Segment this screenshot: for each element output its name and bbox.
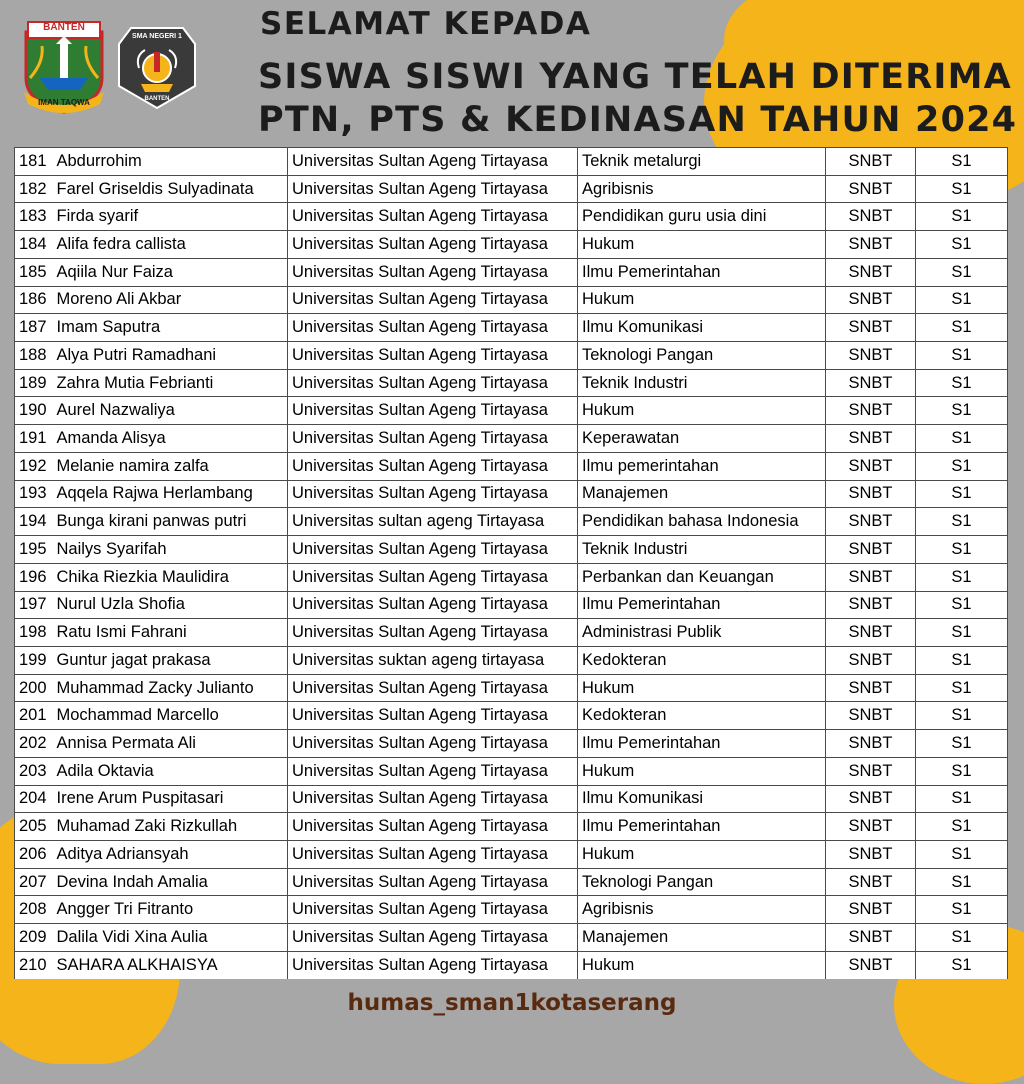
study-program-cell: Ilmu Pemerintahan: [578, 730, 826, 758]
row-number-cell: 191: [15, 425, 53, 453]
admission-path-cell: SNBT: [826, 258, 916, 286]
study-program-cell: Hukum: [578, 757, 826, 785]
admission-path-cell: SNBT: [826, 425, 916, 453]
row-number-cell: 192: [15, 452, 53, 480]
university-cell: Universitas Sultan Ageng Tirtayasa: [288, 175, 578, 203]
student-name-cell: Abdurrohim: [53, 148, 288, 176]
admission-path-cell: SNBT: [826, 314, 916, 342]
admission-path-cell: SNBT: [826, 508, 916, 536]
row-number-cell: 194: [15, 508, 53, 536]
admission-path-cell: SNBT: [826, 148, 916, 176]
university-cell: Universitas Sultan Ageng Tirtayasa: [288, 702, 578, 730]
study-program-cell: Teknik metalurgi: [578, 148, 826, 176]
university-cell: Universitas Sultan Ageng Tirtayasa: [288, 785, 578, 813]
table-row: [15, 342, 1008, 370]
student-name-cell: Melanie namira zalfa: [53, 452, 288, 480]
degree-level-cell: S1: [916, 175, 1008, 203]
university-cell: Universitas Sultan Ageng Tirtayasa: [288, 924, 578, 952]
table-row: [15, 314, 1008, 342]
admission-path-cell: SNBT: [826, 702, 916, 730]
row-number-cell: 210: [15, 951, 53, 979]
table-row: [15, 175, 1008, 203]
study-program-cell: Teknologi Pangan: [578, 342, 826, 370]
admission-path-cell: SNBT: [826, 203, 916, 231]
university-cell: Universitas Sultan Ageng Tirtayasa: [288, 148, 578, 176]
table-row: [15, 369, 1008, 397]
row-number-cell: 182: [15, 175, 53, 203]
degree-level-cell: S1: [916, 286, 1008, 314]
university-cell: Universitas Sultan Ageng Tirtayasa: [288, 813, 578, 841]
table-row: [15, 480, 1008, 508]
student-name-cell: Zahra Mutia Febrianti: [53, 369, 288, 397]
degree-level-cell: S1: [916, 785, 1008, 813]
table-row: [15, 840, 1008, 868]
sma-logo-bottom-text: BANTEN: [144, 96, 170, 102]
study-program-cell: Ilmu pemerintahan: [578, 452, 826, 480]
study-program-cell: Teknik Industri: [578, 369, 826, 397]
row-number-cell: 202: [15, 730, 53, 758]
admission-path-cell: SNBT: [826, 397, 916, 425]
row-number-cell: 185: [15, 258, 53, 286]
table-row: [15, 258, 1008, 286]
university-cell: Universitas Sultan Ageng Tirtayasa: [288, 619, 578, 647]
study-program-cell: Ilmu Pemerintahan: [578, 813, 826, 841]
greeting-heading: SELAMAT KEPADA: [260, 6, 592, 42]
university-cell: Universitas Sultan Ageng Tirtayasa: [288, 868, 578, 896]
table-row: [15, 646, 1008, 674]
student-name-cell: Alya Putri Ramadhani: [53, 342, 288, 370]
row-number-cell: 184: [15, 231, 53, 259]
study-program-cell: Ilmu Pemerintahan: [578, 591, 826, 619]
degree-level-cell: S1: [916, 840, 1008, 868]
table-row: [15, 452, 1008, 480]
university-cell: Universitas Sultan Ageng Tirtayasa: [288, 342, 578, 370]
university-cell: Universitas Sultan Ageng Tirtayasa: [288, 951, 578, 979]
table-row: [15, 286, 1008, 314]
row-number-cell: 195: [15, 536, 53, 564]
student-name-cell: Adila Oktavia: [53, 757, 288, 785]
study-program-cell: Kedokteran: [578, 702, 826, 730]
row-number-cell: 189: [15, 369, 53, 397]
table-row: [15, 951, 1008, 979]
student-name-cell: Aqiila Nur Faiza: [53, 258, 288, 286]
study-program-cell: Perbankan dan Keuangan: [578, 563, 826, 591]
student-name-cell: Nurul Uzla Shofia: [53, 591, 288, 619]
degree-level-cell: S1: [916, 813, 1008, 841]
degree-level-cell: S1: [916, 591, 1008, 619]
study-program-cell: Manajemen: [578, 924, 826, 952]
degree-level-cell: S1: [916, 619, 1008, 647]
table-row: [15, 924, 1008, 952]
study-program-cell: Hukum: [578, 840, 826, 868]
degree-level-cell: S1: [916, 924, 1008, 952]
university-cell: Universitas Sultan Ageng Tirtayasa: [288, 397, 578, 425]
study-program-cell: Teknologi Pangan: [578, 868, 826, 896]
study-program-cell: Agribisnis: [578, 175, 826, 203]
admission-path-cell: SNBT: [826, 813, 916, 841]
table-row: [15, 563, 1008, 591]
row-number-cell: 183: [15, 203, 53, 231]
university-cell: Universitas Sultan Ageng Tirtayasa: [288, 452, 578, 480]
row-number-cell: 209: [15, 924, 53, 952]
degree-level-cell: S1: [916, 258, 1008, 286]
study-program-cell: Ilmu Komunikasi: [578, 314, 826, 342]
student-name-cell: Irene Arum Puspitasari: [53, 785, 288, 813]
table-row: [15, 425, 1008, 453]
table-row: [15, 203, 1008, 231]
university-cell: Universitas Sultan Ageng Tirtayasa: [288, 563, 578, 591]
degree-level-cell: S1: [916, 563, 1008, 591]
row-number-cell: 204: [15, 785, 53, 813]
student-name-cell: Ratu Ismi Fahrani: [53, 619, 288, 647]
table-row: [15, 148, 1008, 176]
admission-path-cell: SNBT: [826, 840, 916, 868]
instagram-handle: humas_sman1kotaserang: [347, 990, 677, 1016]
admissions-table: [14, 147, 1008, 979]
degree-level-cell: S1: [916, 452, 1008, 480]
student-name-cell: Dalila Vidi Xina Aulia: [53, 924, 288, 952]
degree-level-cell: S1: [916, 757, 1008, 785]
student-name-cell: Mochammad Marcello: [53, 702, 288, 730]
university-cell: Universitas Sultan Ageng Tirtayasa: [288, 314, 578, 342]
student-name-cell: Nailys Syarifah: [53, 536, 288, 564]
university-cell: Universitas Sultan Ageng Tirtayasa: [288, 591, 578, 619]
university-cell: Universitas Sultan Ageng Tirtayasa: [288, 231, 578, 259]
table-row: [15, 536, 1008, 564]
row-number-cell: 198: [15, 619, 53, 647]
admission-path-cell: SNBT: [826, 951, 916, 979]
student-name-cell: Guntur jagat prakasa: [53, 646, 288, 674]
table-row: [15, 896, 1008, 924]
table-row: [15, 231, 1008, 259]
row-number-cell: 181: [15, 148, 53, 176]
admission-path-cell: SNBT: [826, 646, 916, 674]
degree-level-cell: S1: [916, 868, 1008, 896]
student-name-cell: Alifa fedra callista: [53, 231, 288, 259]
degree-level-cell: S1: [916, 342, 1008, 370]
university-cell: Universitas Sultan Ageng Tirtayasa: [288, 536, 578, 564]
study-program-cell: Agribisnis: [578, 896, 826, 924]
degree-level-cell: S1: [916, 536, 1008, 564]
student-name-cell: Muhammad Zacky Julianto: [53, 674, 288, 702]
university-cell: Universitas Sultan Ageng Tirtayasa: [288, 840, 578, 868]
study-program-cell: Hukum: [578, 674, 826, 702]
student-name-cell: SAHARA ALKHAISYA: [53, 951, 288, 979]
table-row: [15, 757, 1008, 785]
study-program-cell: Pendidikan bahasa Indonesia: [578, 508, 826, 536]
study-program-cell: Ilmu Pemerintahan: [578, 258, 826, 286]
university-cell: Universitas sultan ageng Tirtayasa: [288, 508, 578, 536]
study-program-cell: Manajemen: [578, 480, 826, 508]
admission-path-cell: SNBT: [826, 369, 916, 397]
admission-path-cell: SNBT: [826, 452, 916, 480]
student-name-cell: Firda syarif: [53, 203, 288, 231]
degree-level-cell: S1: [916, 397, 1008, 425]
student-name-cell: Bunga kirani panwas putri: [53, 508, 288, 536]
admission-path-cell: SNBT: [826, 757, 916, 785]
admission-path-cell: SNBT: [826, 730, 916, 758]
student-name-cell: Chika Riezkia Maulidira: [53, 563, 288, 591]
row-number-cell: 190: [15, 397, 53, 425]
table-row: [15, 785, 1008, 813]
admission-path-cell: SNBT: [826, 619, 916, 647]
study-program-cell: Ilmu Komunikasi: [578, 785, 826, 813]
admission-path-cell: SNBT: [826, 868, 916, 896]
row-number-cell: 188: [15, 342, 53, 370]
degree-level-cell: S1: [916, 231, 1008, 259]
university-cell: Universitas Sultan Ageng Tirtayasa: [288, 369, 578, 397]
degree-level-cell: S1: [916, 730, 1008, 758]
admission-path-cell: SNBT: [826, 536, 916, 564]
row-number-cell: 207: [15, 868, 53, 896]
admissions-table-body: [15, 148, 1008, 980]
row-number-cell: 205: [15, 813, 53, 841]
table-row: [15, 397, 1008, 425]
table-row: [15, 674, 1008, 702]
degree-level-cell: S1: [916, 369, 1008, 397]
university-cell: Universitas Sultan Ageng Tirtayasa: [288, 258, 578, 286]
student-name-cell: Amanda Alisya: [53, 425, 288, 453]
table-row: [15, 868, 1008, 896]
study-program-cell: Administrasi Publik: [578, 619, 826, 647]
university-cell: Universitas Sultan Ageng Tirtayasa: [288, 286, 578, 314]
table-row: [15, 508, 1008, 536]
university-cell: Universitas Sultan Ageng Tirtayasa: [288, 730, 578, 758]
row-number-cell: 197: [15, 591, 53, 619]
row-number-cell: 200: [15, 674, 53, 702]
table-row: [15, 619, 1008, 647]
row-number-cell: 201: [15, 702, 53, 730]
student-name-cell: Aqqela Rajwa Herlambang: [53, 480, 288, 508]
university-cell: Universitas Sultan Ageng Tirtayasa: [288, 425, 578, 453]
table-row: [15, 591, 1008, 619]
banten-logo-bottom-text: IMAN TAQWA: [38, 98, 90, 107]
study-program-cell: Hukum: [578, 286, 826, 314]
degree-level-cell: S1: [916, 314, 1008, 342]
admission-path-cell: SNBT: [826, 342, 916, 370]
row-number-cell: 208: [15, 896, 53, 924]
student-name-cell: Farel Griseldis Sulyadinata: [53, 175, 288, 203]
university-cell: Universitas Sultan Ageng Tirtayasa: [288, 480, 578, 508]
row-number-cell: 193: [15, 480, 53, 508]
admission-path-cell: SNBT: [826, 480, 916, 508]
student-name-cell: Annisa Permata Ali: [53, 730, 288, 758]
row-number-cell: 196: [15, 563, 53, 591]
banten-logo-top-text: BANTEN: [43, 22, 85, 33]
admission-path-cell: SNBT: [826, 896, 916, 924]
table-row: [15, 702, 1008, 730]
university-cell: Universitas Sultan Ageng Tirtayasa: [288, 757, 578, 785]
degree-level-cell: S1: [916, 148, 1008, 176]
university-cell: Universitas Sultan Ageng Tirtayasa: [288, 674, 578, 702]
sma-logo-top-text: SMA NEGERI 1: [132, 33, 182, 40]
student-name-cell: Muhamad Zaki Rizkullah: [53, 813, 288, 841]
row-number-cell: 203: [15, 757, 53, 785]
degree-level-cell: S1: [916, 702, 1008, 730]
row-number-cell: 187: [15, 314, 53, 342]
student-name-cell: Moreno Ali Akbar: [53, 286, 288, 314]
admission-path-cell: SNBT: [826, 175, 916, 203]
university-cell: Universitas Sultan Ageng Tirtayasa: [288, 203, 578, 231]
study-program-cell: Kedokteran: [578, 646, 826, 674]
main-heading-line-1: SISWA SISWI YANG TELAH DITERIMA: [258, 57, 1012, 97]
admission-path-cell: SNBT: [826, 231, 916, 259]
main-heading-line-2: PTN, PTS & KEDINASAN TAHUN 2024: [258, 100, 1018, 140]
study-program-cell: Hukum: [578, 397, 826, 425]
admission-path-cell: SNBT: [826, 785, 916, 813]
degree-level-cell: S1: [916, 951, 1008, 979]
study-program-cell: Hukum: [578, 231, 826, 259]
student-name-cell: Aurel Nazwaliya: [53, 397, 288, 425]
degree-level-cell: S1: [916, 480, 1008, 508]
student-name-cell: Angger Tri Fitranto: [53, 896, 288, 924]
degree-level-cell: S1: [916, 203, 1008, 231]
row-number-cell: 206: [15, 840, 53, 868]
university-cell: Universitas Sultan Ageng Tirtayasa: [288, 896, 578, 924]
degree-level-cell: S1: [916, 508, 1008, 536]
study-program-cell: Keperawatan: [578, 425, 826, 453]
admission-path-cell: SNBT: [826, 674, 916, 702]
admission-path-cell: SNBT: [826, 591, 916, 619]
table-row: [15, 813, 1008, 841]
degree-level-cell: S1: [916, 425, 1008, 453]
study-program-cell: Teknik Industri: [578, 536, 826, 564]
student-name-cell: Devina Indah Amalia: [53, 868, 288, 896]
row-number-cell: 186: [15, 286, 53, 314]
study-program-cell: Hukum: [578, 951, 826, 979]
degree-level-cell: S1: [916, 646, 1008, 674]
row-number-cell: 199: [15, 646, 53, 674]
admission-path-cell: SNBT: [826, 924, 916, 952]
table-row: [15, 730, 1008, 758]
student-name-cell: Aditya Adriansyah: [53, 840, 288, 868]
university-cell: Universitas suktan ageng tirtayasa: [288, 646, 578, 674]
student-name-cell: Imam Saputra: [53, 314, 288, 342]
degree-level-cell: S1: [916, 896, 1008, 924]
main-heading: [258, 56, 1017, 142]
degree-level-cell: S1: [916, 674, 1008, 702]
study-program-cell: Pendidikan guru usia dini: [578, 203, 826, 231]
admission-path-cell: SNBT: [826, 563, 916, 591]
admission-path-cell: SNBT: [826, 286, 916, 314]
